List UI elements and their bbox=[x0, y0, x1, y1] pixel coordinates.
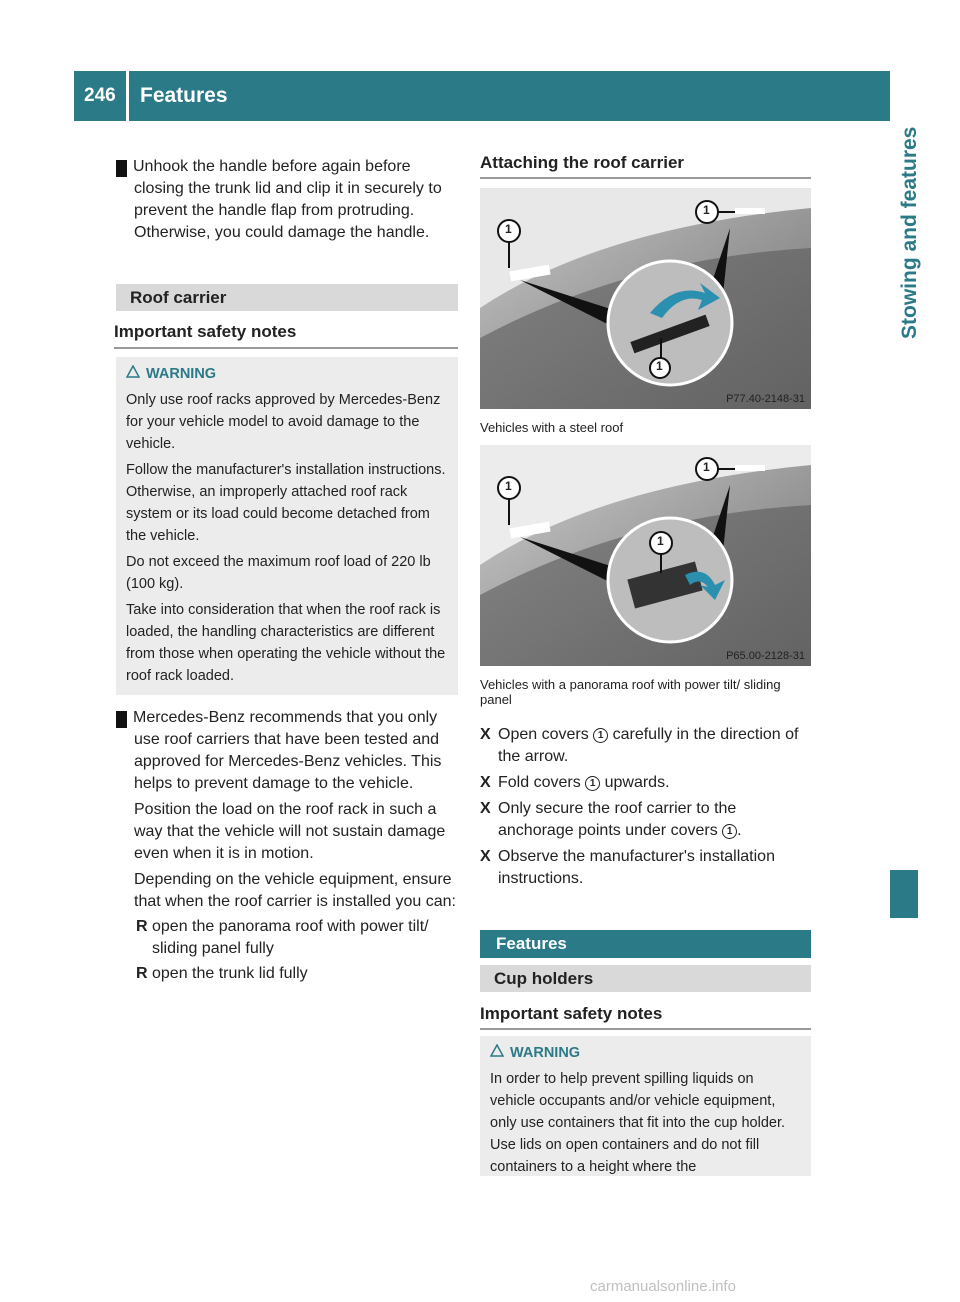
callout-marker: 1 bbox=[722, 824, 737, 839]
warning-text: Do not exceed the maximum roof load of 220 lb (100 kg). bbox=[126, 554, 431, 592]
step-marker: X bbox=[480, 774, 491, 791]
heading-important-safety-notes-2: Important safety notes bbox=[480, 1004, 811, 1030]
callout-label: 1 bbox=[703, 203, 710, 217]
section-features: Features bbox=[480, 930, 811, 958]
header-divider bbox=[126, 71, 129, 121]
warning-text: Take into consideration that when the roof rack is loaded, the handling characteristics are different from those when operating the vehicle without the roof rack loaded. bbox=[126, 602, 446, 684]
instruction-steps bbox=[480, 720, 814, 890]
figure-caption: Vehicles with a steel roof bbox=[480, 420, 624, 435]
note-recommend bbox=[110, 707, 458, 985]
notice-icon: ! bbox=[116, 160, 127, 177]
section-cup-holders: Cup holders bbox=[480, 965, 811, 992]
section-roof-carrier: Roof carrier bbox=[116, 284, 458, 311]
callout-marker: 1 bbox=[593, 728, 608, 743]
warning-box-cup bbox=[480, 1036, 811, 1176]
list-item: R open the panorama roof with power tilt/ sliding panel fully bbox=[136, 918, 429, 957]
left-column bbox=[110, 156, 458, 985]
note-handle-text: Unhook the handle before again before closing the trunk lid and clip it in securely to prevent the handle flap from protruding. Otherwise, you could damage the handle. bbox=[133, 158, 442, 241]
step-item: X Fold covers 1 upwards. bbox=[480, 772, 814, 794]
side-tab bbox=[890, 71, 960, 881]
heading-attaching-roof-carrier: Attaching the roof carrier bbox=[480, 153, 811, 179]
callout-label: 1 bbox=[505, 479, 512, 493]
note-text: Depending on the vehicle equipment, ensure that when the roof carrier is installed you can: bbox=[134, 871, 456, 910]
callout-label: 1 bbox=[656, 359, 663, 373]
warning-text: In order to help prevent spilling liquids on vehicle occupants and/or vehicle equipment, only use containers that fit into the cup holder. Use lids on open containers and do not fill containers to a height where the bbox=[490, 1071, 786, 1175]
warning-text: Only use roof racks approved by Mercedes-Benz for your vehicle model to avoid damage to the vehicle. bbox=[126, 392, 441, 452]
note-text: Mercedes-Benz recommends that you only use roof carriers that have been tested and approved for Mercedes-Benz vehicles. This helps to prevent damage to the vehicle. bbox=[133, 709, 442, 792]
step-marker: X bbox=[480, 726, 491, 743]
figure-steel-roof bbox=[480, 188, 811, 409]
warning-title: WARNING bbox=[146, 366, 217, 382]
side-tab-marker bbox=[890, 870, 918, 918]
warning-box bbox=[116, 357, 458, 695]
step-item: X Open covers 1 carefully in the direction of the arrow. bbox=[480, 726, 799, 765]
figure-code: P77.40-2148-31 bbox=[726, 393, 805, 405]
step-marker: X bbox=[480, 800, 491, 817]
callout-label: 1 bbox=[505, 222, 512, 236]
page-number: 246 bbox=[84, 85, 116, 106]
callout-marker: 1 bbox=[585, 776, 600, 791]
warning-title: WARNING bbox=[510, 1045, 581, 1061]
callout-label: 1 bbox=[703, 460, 710, 474]
note-handle bbox=[110, 156, 458, 244]
callout-label: 1 bbox=[657, 534, 664, 548]
note-text: Position the load on the roof rack in such a way that the vehicle will not sustain damage even when it is in motion. bbox=[134, 801, 446, 862]
warning-triangle-icon bbox=[126, 363, 140, 385]
figure-steel-roof-illustration bbox=[480, 188, 811, 409]
warning-text: Follow the manufacturer's installation instructions. Otherwise, an improperly attached roof rack system or its load could become detached from the vehicle. bbox=[126, 462, 446, 544]
side-tab-label: Stowing and features bbox=[898, 126, 921, 339]
figure-caption: Vehicles with a panorama roof with power tilt/ sliding panel bbox=[480, 677, 781, 707]
step-item: X Observe the manufacturer's installation instructions. bbox=[480, 848, 775, 887]
figure-panorama-roof-illustration bbox=[480, 445, 811, 666]
figure-code: P65.00-2128-31 bbox=[726, 650, 805, 662]
notice-icon: ! bbox=[116, 711, 127, 728]
step-item: X Only secure the roof carrier to the anchorage points under covers 1 . bbox=[480, 800, 742, 839]
list-item: R open the trunk lid fully bbox=[136, 965, 308, 982]
warning-triangle-icon bbox=[490, 1042, 504, 1064]
step-marker: X bbox=[480, 848, 491, 865]
watermark: carmanualsonline.info bbox=[590, 1278, 736, 1295]
figure-panorama-roof bbox=[480, 445, 811, 666]
heading-important-safety-notes: Important safety notes bbox=[114, 321, 458, 349]
page-title: Features bbox=[140, 84, 228, 107]
